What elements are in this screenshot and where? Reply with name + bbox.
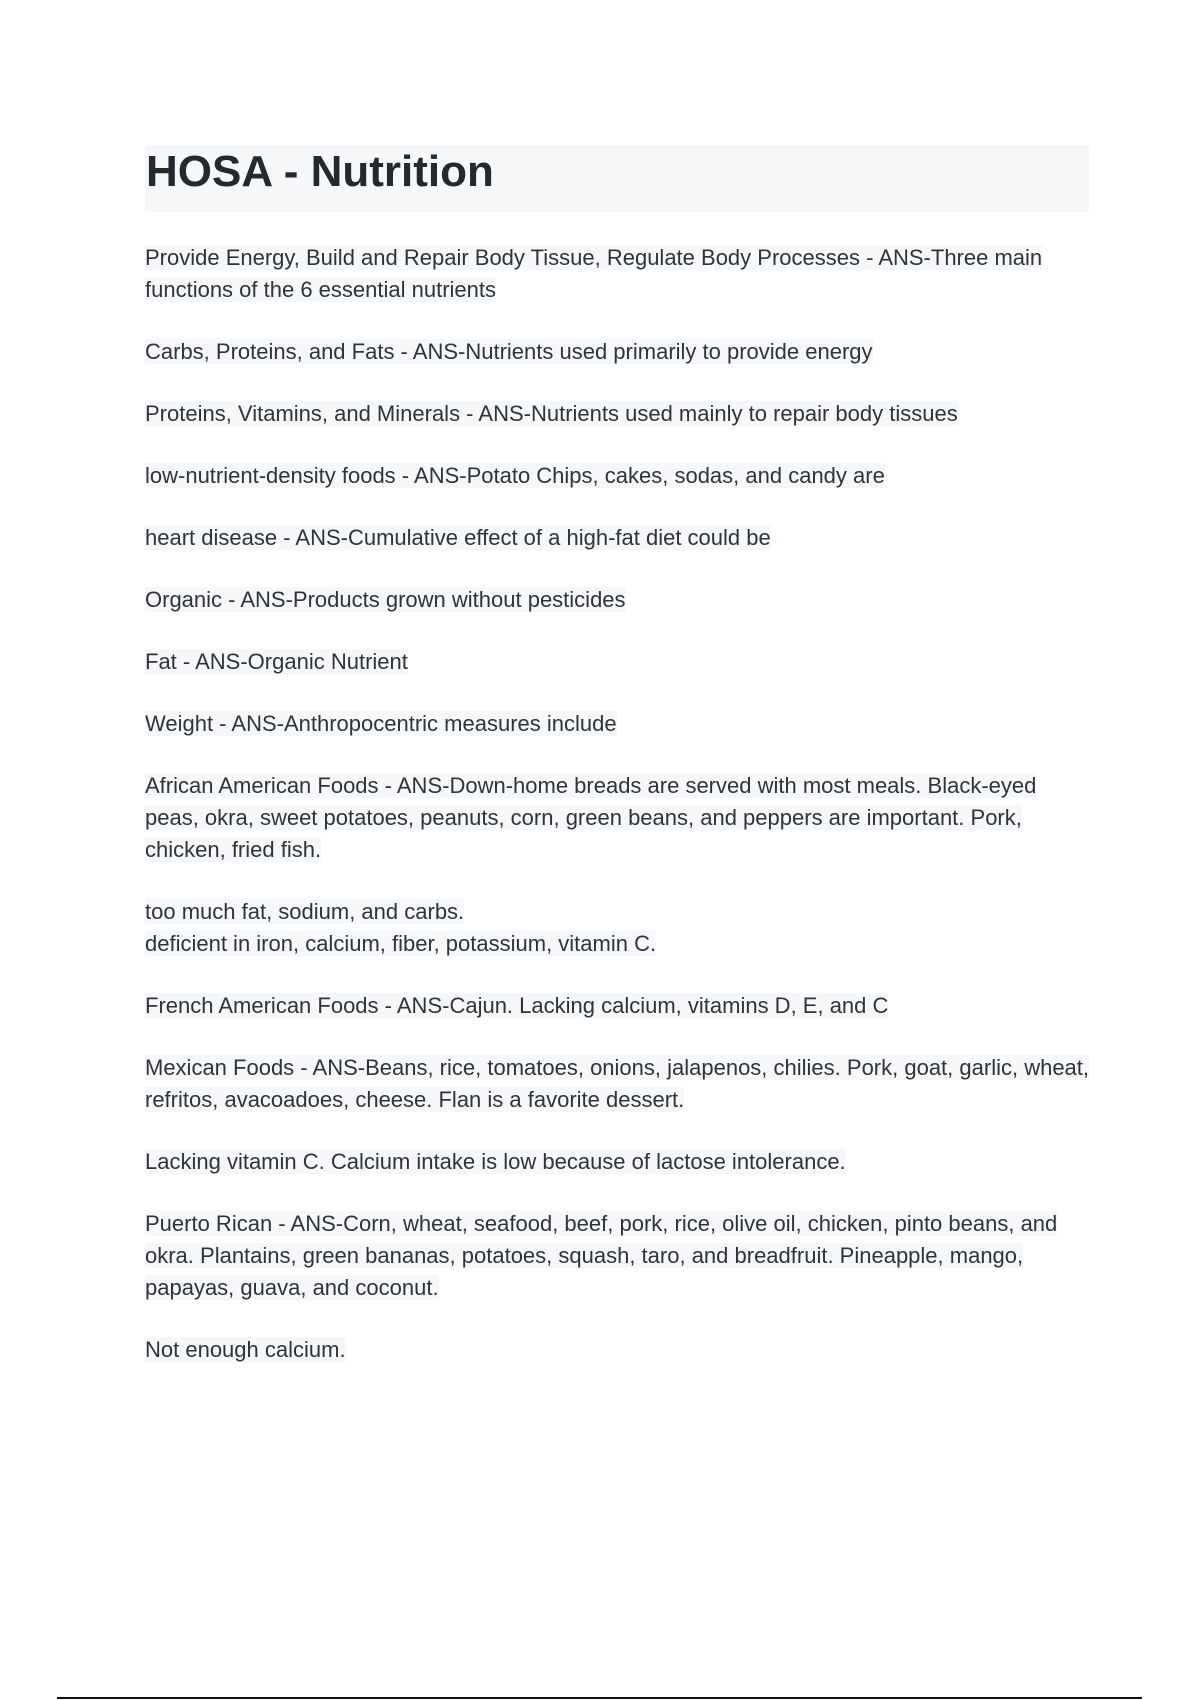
- flashcard-entry: [145, 646, 1089, 678]
- entry-text: Weight - ANS-Anthropocentric measures include: [145, 711, 617, 736]
- entry-text: French American Foods - ANS-Cajun. Lacking calcium, vitamins D, E, and C: [145, 993, 889, 1018]
- flashcard-entry: [145, 522, 1089, 554]
- entry-text: African American Foods - ANS-Down-home breads are served with most meals. Black-eyed peas, okra, sweet potatoes, peanuts, corn, green beans, and peppers are important. Pork, chicken, fried fish.: [145, 773, 1037, 862]
- flashcard-entry: [145, 460, 1089, 492]
- flashcard-entry: [145, 1146, 1089, 1178]
- flashcard-entry: [145, 990, 1089, 1022]
- entry-text: Puerto Rican - ANS-Corn, wheat, seafood, beef, pork, rice, olive oil, chicken, pinto beans, and okra. Plantains, green bananas, potatoes, squash, taro, and breadfruit. Pineapple, mango, papayas, guava, and coconut.: [145, 1211, 1058, 1300]
- flashcard-entry: [145, 336, 1089, 368]
- entry-text: deficient in iron, calcium, fiber, potassium, vitamin C.: [145, 931, 657, 956]
- flashcard-entry: [145, 896, 1089, 960]
- entry-text: heart disease - ANS-Cumulative effect of a high-fat diet could be: [145, 525, 771, 550]
- entry-text: Not enough calcium.: [145, 1337, 346, 1362]
- entry-text: too much fat, sodium, and carbs.: [145, 899, 465, 924]
- flashcard-entry: [145, 398, 1089, 430]
- entry-text: Mexican Foods - ANS-Beans, rice, tomatoes, onions, jalapenos, chilies. Pork, goat, garlic, wheat, refritos, avacoadoes, cheese. Flan is a favorite dessert.: [145, 1055, 1090, 1112]
- flashcard-entry: [145, 708, 1089, 740]
- flashcard-entry: [145, 242, 1089, 306]
- page-title: HOSA - Nutrition: [146, 147, 494, 196]
- entry-text: Lacking vitamin C. Calcium intake is low because of lactose intolerance.: [145, 1149, 846, 1174]
- entry-text: Organic - ANS-Products grown without pesticides: [145, 587, 626, 612]
- flashcard-entry: [145, 1208, 1089, 1304]
- entry-text: Provide Energy, Build and Repair Body Tissue, Regulate Body Processes - ANS-Three main functions of the 6 essential nutrients: [145, 245, 1043, 302]
- document-content: [145, 242, 1089, 1396]
- flashcard-entry: [145, 770, 1089, 866]
- flashcard-entry: [145, 1334, 1089, 1366]
- flashcard-entry: [145, 584, 1089, 616]
- entry-text: Fat - ANS-Organic Nutrient: [145, 649, 408, 674]
- footer-divider: [57, 1697, 1142, 1699]
- flashcard-entry: [145, 1052, 1089, 1116]
- entry-text: low-nutrient-density foods - ANS-Potato Chips, cakes, sodas, and candy are: [145, 463, 885, 488]
- entry-text: Proteins, Vitamins, and Minerals - ANS-Nutrients used mainly to repair body tissues: [145, 401, 958, 426]
- entry-text: Carbs, Proteins, and Fats - ANS-Nutrients used primarily to provide energy: [145, 339, 873, 364]
